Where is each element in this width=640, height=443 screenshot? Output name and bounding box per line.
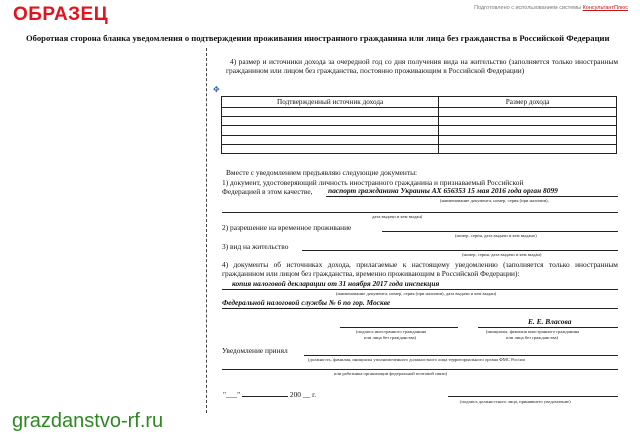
date-year-prefix: 200: [289, 390, 301, 399]
top-note: [474, 5, 628, 11]
cut-line: [206, 48, 207, 413]
accepted-caption-1: (должность, фамилия, инициалы уполномоченного должностного лица территориального органа ФМС России: [308, 357, 525, 362]
table-row: [222, 144, 617, 153]
doc-item-4-value-2[interactable]: Федеральной налоговой службы № 6 по гор. Москве: [222, 298, 391, 307]
doc-item-4-value[interactable]: копия налоговой декларации от 31 ноября 2017 года инспекция: [232, 279, 440, 288]
top-note-prefix: Подготовлено с использованием системы: [474, 5, 582, 11]
doc-item-4-underline-2: [222, 308, 618, 309]
doc-item-3-underline[interactable]: [302, 250, 618, 251]
signer-name[interactable]: Е. Е. Власова: [528, 317, 572, 326]
accepted-line-2: [222, 369, 618, 370]
doc-item-1-line-2: Федерацией в этом качестве,: [222, 187, 313, 196]
accepted-caption-2: или работника организации федеральной почтовой связи): [334, 371, 448, 376]
site-watermark: grazdanstvo-rf.ru: [12, 410, 164, 432]
date-day: ___: [226, 390, 238, 399]
doc-item-3: 3) вид на жительство: [222, 242, 289, 251]
official-signature-caption: (подпись должностного лица, принявшего уведомление): [460, 399, 571, 404]
doc-item-1-caption: (наименование документа, номер, серия (при наличии),: [440, 198, 549, 203]
table-cell[interactable]: [222, 135, 439, 144]
table-cell[interactable]: [439, 126, 617, 135]
signature-caption-2: или лица без гражданства): [364, 335, 417, 340]
consultant-link[interactable]: КонсультантПлюс: [582, 5, 628, 11]
initials-caption-1: (инициалы, фамилия иностранного гражданина: [486, 329, 580, 334]
doc-item-1-value[interactable]: паспорт гражданина Украины АХ 656353 15 мая 2016 года орган 8099: [328, 186, 558, 195]
doc-item-2: 2) разрешение на временное проживание: [222, 223, 352, 232]
doc-item-4-underline: [222, 289, 618, 290]
income-table: [221, 96, 617, 154]
table-cell[interactable]: [222, 126, 439, 135]
income-amount-header: Размер дохода: [439, 97, 617, 108]
signature-line[interactable]: [340, 327, 458, 328]
doc-item-1-line-b: [222, 212, 618, 213]
table-cell[interactable]: [222, 117, 439, 126]
table-cell[interactable]: [439, 108, 617, 117]
section-4-text: 4) размер и источники дохода за очередной год со дня получения вида на жительство (заполняется только иностранным гражданином или лицом без гражданства, постоянно проживающим в Российской Федерации): [226, 57, 618, 76]
doc-item-4-text: 4) документы об источниках дохода, прилагаемые к настоящему уведомлению (заполняется только иностранным гражданином или лицом без гражданства, временно проживающим в Российской Федерации):: [222, 260, 618, 279]
table-row: [222, 108, 617, 117]
doc-item-3-caption: (номер, серия, дата выдачи и кем выдан): [462, 252, 542, 257]
sample-stamp: ОБРАЗЕЦ: [13, 4, 109, 25]
doc-item-2-caption: (номер, серия, дата выдачи и кем выдано): [455, 233, 537, 238]
initials-line: [478, 327, 618, 328]
doc-item-1-caption-2: дата выдачи и кем выдан): [372, 214, 423, 219]
date-line[interactable]: [223, 390, 316, 399]
table-row: [222, 117, 617, 126]
docs-intro: Вместе с уведомлением предъявляю следующие документы:: [226, 168, 418, 177]
table-move-icon[interactable]: ✥: [213, 85, 220, 94]
page-heading: Оборотная сторона бланка уведомления о подтверждении проживания иностранного гражданина или лица без гражданства в Российской Федерации: [26, 33, 610, 43]
signature-caption-1: (подпись иностранного гражданина: [356, 329, 427, 334]
table-cell[interactable]: [439, 135, 617, 144]
table-cell[interactable]: [439, 144, 617, 153]
table-row: [222, 135, 617, 144]
doc-item-1-underline: [326, 196, 618, 197]
date-month-blank: [242, 396, 288, 397]
official-signature-line[interactable]: [448, 396, 618, 397]
date-year-blank: __: [302, 390, 311, 399]
doc-item-2-underline[interactable]: [382, 231, 618, 232]
income-source-header: Подтвержденный источник дохода: [222, 97, 439, 108]
table-cell[interactable]: [439, 117, 617, 126]
doc-item-4-caption: (наименование документа, номер, серия (при наличии), дата выдачи и кем выдан): [336, 291, 497, 296]
initials-caption-2: или лица без гражданства): [506, 335, 559, 340]
table-cell[interactable]: [222, 108, 439, 117]
accepted-line[interactable]: [304, 355, 618, 356]
table-row: [222, 126, 617, 135]
accepted-label: Уведомление принял: [222, 346, 288, 355]
date-suffix: г.: [312, 390, 317, 399]
date-quote-close: ": [237, 390, 241, 399]
table-cell[interactable]: [222, 144, 439, 153]
doc-item-1-line-1: 1) документ, удостоверяющий личность иностранного гражданина и признаваемый Российской: [222, 178, 524, 187]
date-quote-open: ": [223, 390, 227, 399]
